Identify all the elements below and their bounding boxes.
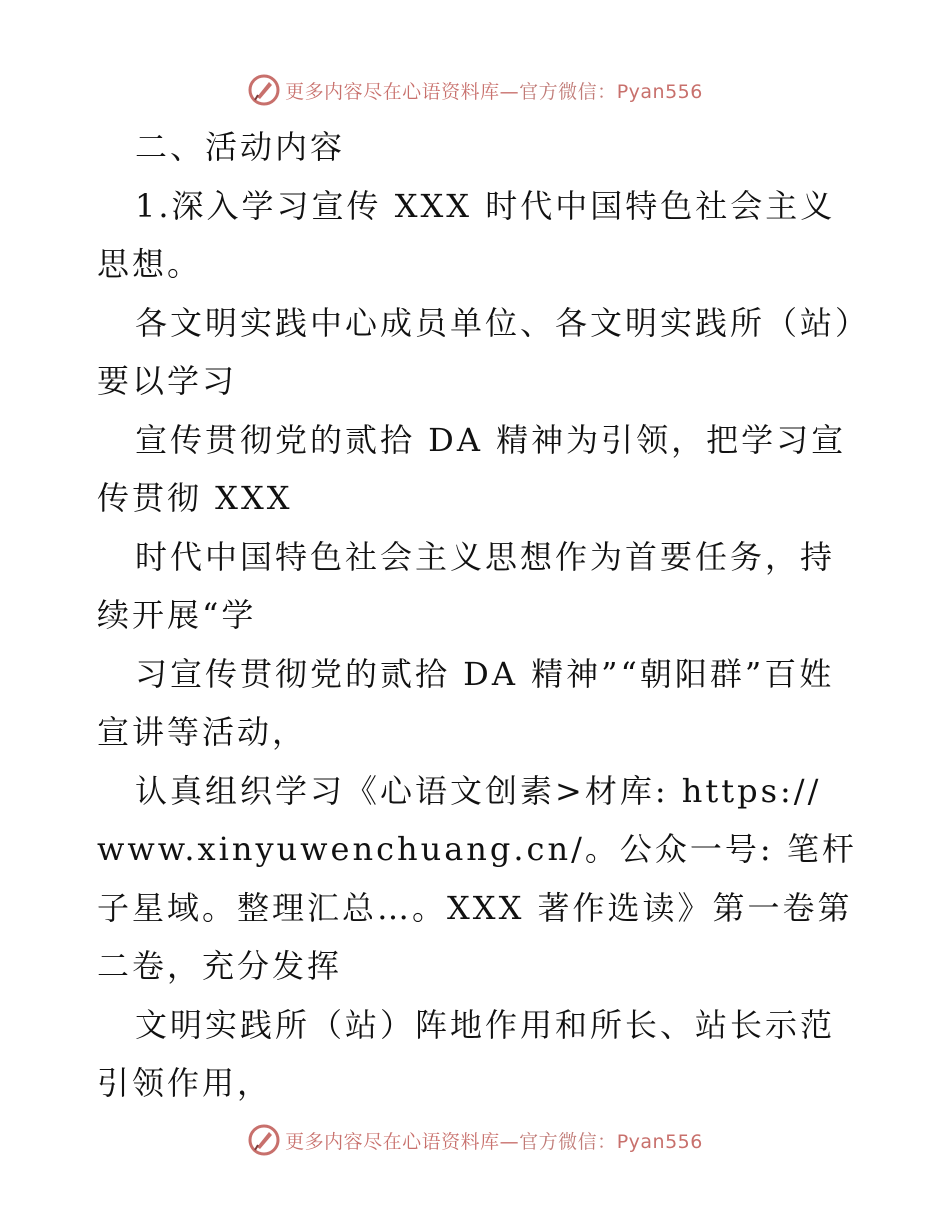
- body-paragraph: 认真组织学习《心语文创素>材库: https:// www.xinyuwenchuang.cn/。公众一号: 笔杆子星域。整理汇总…。XXX 著作选读》第一卷第二卷，充分发挥: [97, 771, 857, 985]
- body-paragraph: 时代中国特色社会主义思想作为首要任务，持续开展“学: [97, 537, 836, 634]
- quill-logo-icon: [247, 1123, 281, 1157]
- body-paragraph: 各文明实践中心成员单位、各文明实践所（站）要以学习: [97, 303, 855, 400]
- footer-watermark: [0, 1120, 950, 1160]
- watermark-text: 更多内容尽在心语资料库—官方微信：Pyan556: [285, 80, 703, 103]
- body-paragraph: 1.深入学习宣传 XXX 时代中国特色社会主义思想。: [97, 186, 836, 283]
- body-paragraph: 宣传贯彻党的贰拾 DA 精神为引领，把学习宣传贯彻 XXX: [97, 420, 847, 517]
- body-paragraph: 习宣传贯彻党的贰拾 DA 精神”“朝阳群”百姓宣讲等活动，: [97, 654, 835, 751]
- watermark-text: 更多内容尽在心语资料库—官方微信：Pyan556: [285, 1130, 703, 1153]
- section-heading: 二、活动内容: [135, 128, 346, 166]
- quill-logo-icon: [247, 73, 281, 107]
- body-paragraph: 文明实践所（站）阵地作用和所长、站长示范引领作用，: [97, 1005, 836, 1102]
- document-body: [97, 118, 857, 1113]
- header-watermark: [0, 70, 950, 110]
